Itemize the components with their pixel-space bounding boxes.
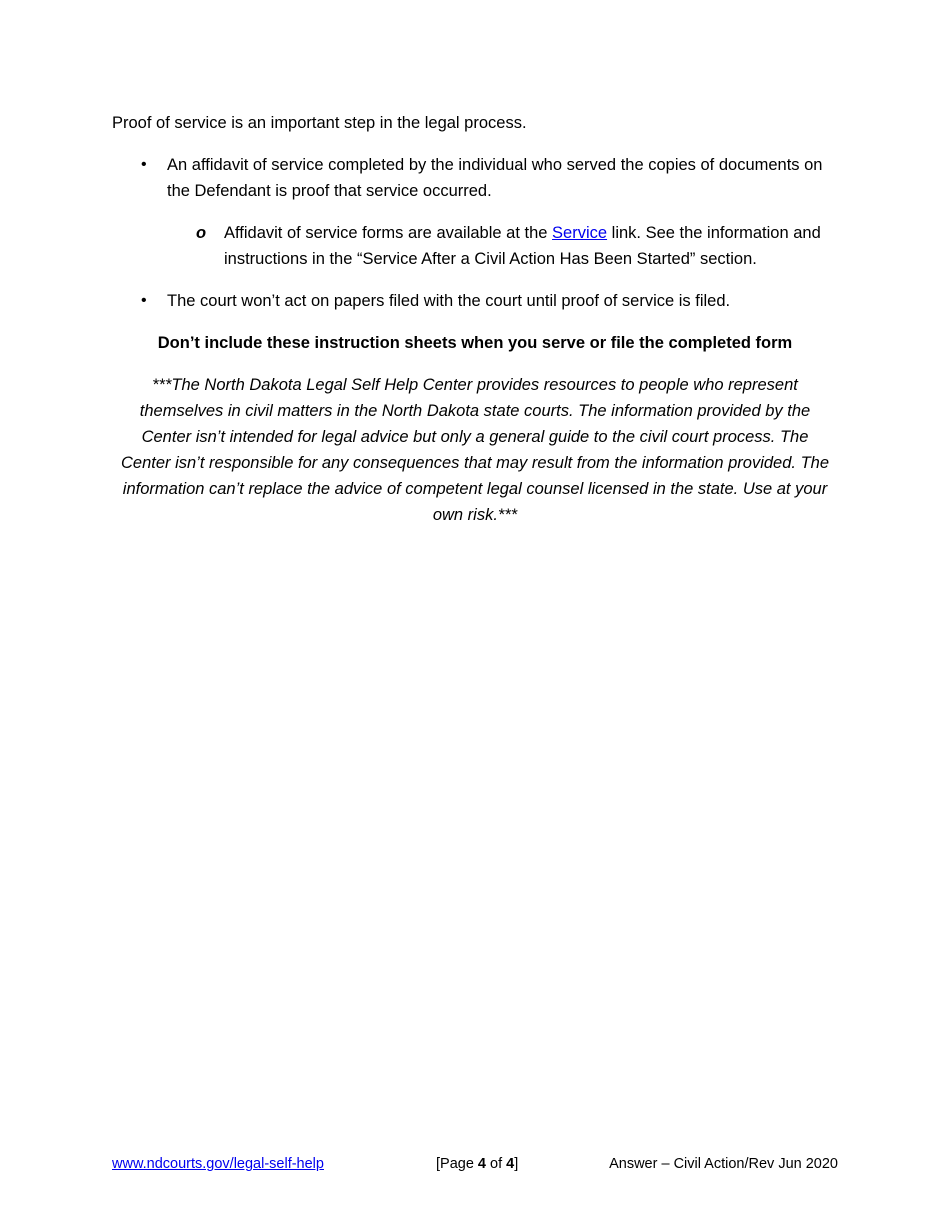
disclaimer-paragraph: ***The North Dakota Legal Self Help Center provides resources to people who represent themselves in civil matters in the North Dakota state courts. The information provided by the Center isn’t intended for legal advice but only a general guide to the civil court process. The Center isn’t responsible for any consequences that may result from the information provided. The information can’t replace the advice of competent legal counsel licensed in the state. Use at your own risk.***	[120, 376, 830, 524]
sub-bullet-text-before: Affidavit of service forms are available at the	[224, 224, 553, 242]
bullet-icon: •	[141, 156, 147, 173]
bullet-item-affidavit	[112, 152, 838, 204]
sub-bullet-text-after: link. See the information and instructions in the “Service After a Civil Action Has Been Started” section.	[224, 224, 821, 268]
bullet-text: The court won’t act on papers filed with the court until proof of service is filed.	[167, 292, 731, 310]
footer-url-link[interactable]: www.ndcourts.gov/legal-self-help	[112, 1156, 324, 1172]
page-of: of	[486, 1156, 507, 1172]
document-page	[112, 110, 838, 528]
page-total: 4	[506, 1156, 515, 1172]
page-footer	[112, 1153, 838, 1175]
sub-bullet-icon: o	[196, 224, 207, 242]
bullet-item-court	[112, 288, 838, 314]
bullet-text: An affidavit of service completed by the individual who served the copies of documents on the Defendant is proof that service occurred.	[167, 156, 823, 200]
page-number	[436, 1153, 518, 1175]
instruction-heading: Don’t include these instruction sheets when you serve or file the completed form	[157, 334, 793, 352]
sub-bullet-item-forms	[112, 220, 838, 272]
page-open: [Page	[436, 1156, 478, 1172]
intro-paragraph: Proof of service is an important step in the legal process.	[112, 114, 527, 132]
form-name: Answer – Civil Action/Rev Jun 2020	[609, 1156, 838, 1172]
service-link[interactable]: Service	[552, 224, 608, 242]
bullet-icon: •	[141, 292, 147, 309]
page-current: 4	[477, 1156, 486, 1172]
page-close: ]	[514, 1156, 519, 1172]
